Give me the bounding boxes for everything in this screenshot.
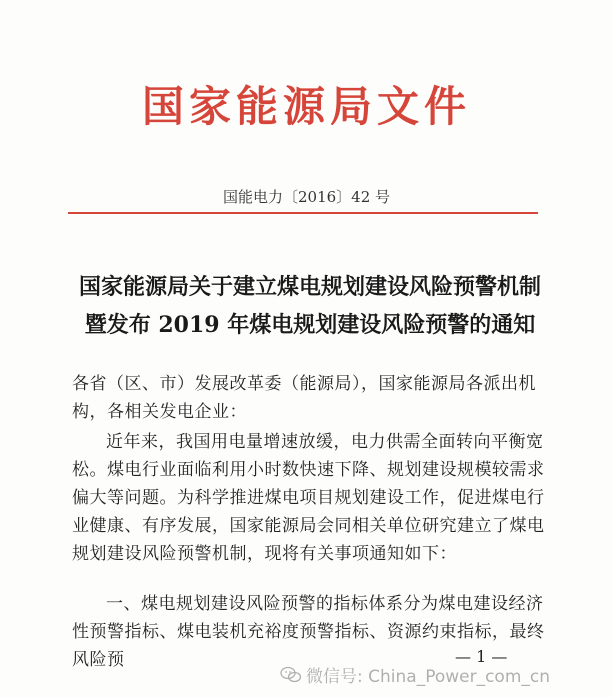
watermark-text: 微信号: China_Power_com_cn	[306, 667, 551, 687]
watermark	[280, 662, 550, 689]
document-title-line2: 暨发布 2019 年煤电规划建设风险预警的通知	[84, 312, 536, 338]
salutation: 各省（区、市）发展改革委（能源局），国家能源局各派出机构，各相关发电企业：	[72, 374, 536, 422]
page-number: — 1 —	[455, 647, 508, 666]
document-number: 国能电力〔2016〕42 号	[222, 188, 391, 206]
wechat-icon	[280, 666, 302, 689]
body-paragraph-2: 一、煤电规划建设风险预警的指标体系分为煤电建设经济性预警指标、煤电装机充裕度预警指标、资源约束指标，最终风险预	[72, 594, 545, 670]
body-paragraph-1: 近年来，我国用电量增速放缓，电力供需全面转向平衡宽松。煤电行业面临利用小时数快速下降、规划建设规模较需求偏大等问题。为科学推进煤电项目规划建设工作，促进煤电行业健康、有序发展，国家能源局会同相关单位研究建立了煤电规划建设风险预警机制，现将有关事项通知如下：	[72, 432, 545, 564]
document-title-line1: 国家能源局关于建立煤电规划建设风险预警机制	[78, 274, 541, 300]
document-header-title: 国家能源局文件	[141, 82, 471, 131]
header-divider	[68, 212, 538, 214]
